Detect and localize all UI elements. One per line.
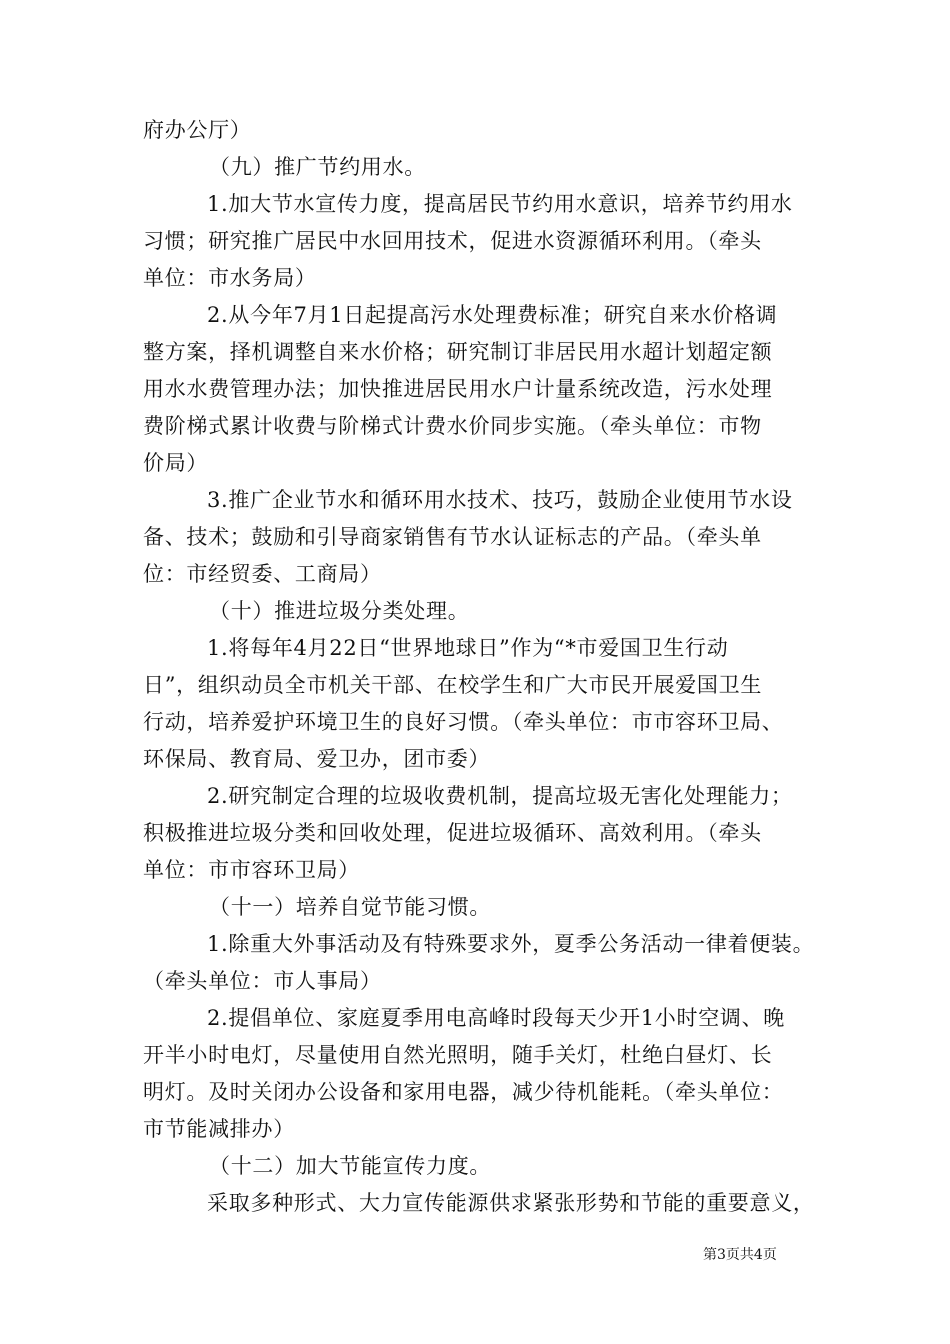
text-line: 环保局、教育局、爱卫办，团市委） <box>143 747 491 771</box>
text-line: 备、技术；鼓励和引导商家销售有节水认证标志的产品。（牵头单 <box>143 525 762 549</box>
text-line: 市节能减排办） <box>143 1117 295 1141</box>
text-line: 明灯。及时关闭办公设备和家用电器，减少待机能耗。（牵头单位： <box>143 1080 784 1104</box>
paragraph-line: 采取多种形式、大力宣传能源供求紧张形势和节能的重要意义， <box>207 1191 815 1215</box>
paragraph-line: 2.研究制定合理的垃圾收费机制，提高垃圾无害化处理能力； <box>207 784 793 808</box>
text-line: 单位：市水务局） <box>143 266 317 290</box>
text-line: 费阶梯式累计收费与阶梯式计费水价同步实施。（牵头单位：市物 <box>143 414 762 438</box>
paragraph-line: 1.加大节水宣传力度，提高居民节约用水意识，培养节约用水 <box>207 192 793 216</box>
text-line: 整方案，择机调整自来水价格；研究制订非居民用水超计划超定额 <box>143 340 773 364</box>
paragraph-line: 2.从今年7月1日起提高污水处理费标准；研究自来水价格调 <box>207 303 778 327</box>
text-line: 日”，组织动员全市机关干部、在校学生和广大市民开展爱国卫生 <box>143 673 763 697</box>
document-body <box>143 112 827 1222</box>
text-line: 开半小时电灯，尽量使用自然光照明，随手关灯，杜绝白昼灯、长 <box>143 1043 773 1067</box>
text-line: （牵头单位：市人事局） <box>143 969 382 993</box>
section-heading: （十）推进垃圾分类处理。 <box>209 599 470 623</box>
paragraph-line: 3.推广企业节水和循环用水技术、技巧，鼓励企业使用节水设 <box>207 488 793 512</box>
paragraph-line: 2.提倡单位、家庭夏季用电高峰时段每天少开1小时空调、晚 <box>207 1006 785 1030</box>
section-heading: （九）推广节约用水。 <box>209 155 426 179</box>
section-heading: （十一）培养自觉节能习惯。 <box>209 895 492 919</box>
paragraph-line: 1.除重大外事活动及有特殊要求外，夏季公务活动一律着便装。 <box>207 932 815 956</box>
page-number: 第3页共4页 <box>703 1247 777 1263</box>
text-line: 单位：市市容环卫局） <box>143 858 360 882</box>
paragraph-line: 1.将每年4月22日“世界地球日”作为“*市爱国卫生行动 <box>207 636 729 660</box>
text-line: 行动，培养爱护环境卫生的良好习惯。（牵头单位：市市容环卫局、 <box>143 710 784 734</box>
text-line: 用水水费管理办法；加快推进居民用水户计量系统改造，污水处理 <box>143 377 773 401</box>
text-line: 府办公厅） <box>143 118 252 142</box>
text-line: 位：市经贸委、工商局） <box>143 562 382 586</box>
text-line: 习惯；研究推广居民中水回用技术，促进水资源循环利用。（牵头 <box>143 229 762 253</box>
text-line: 价局） <box>143 451 209 475</box>
section-heading: （十二）加大节能宣传力度。 <box>209 1154 492 1178</box>
text-line: 积极推进垃圾分类和回收处理，促进垃圾循环、高效利用。（牵头 <box>143 821 762 845</box>
